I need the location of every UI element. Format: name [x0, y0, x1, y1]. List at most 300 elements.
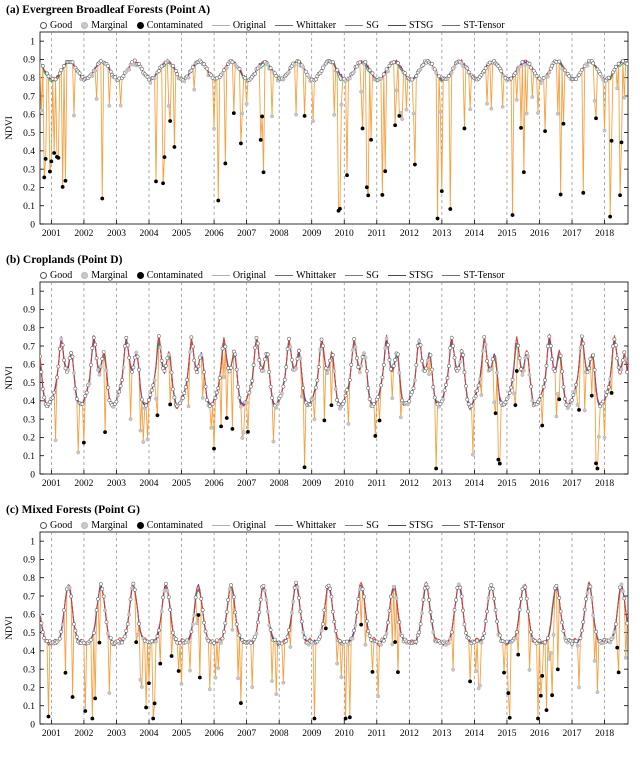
contaminated-point: [83, 709, 87, 713]
good-point: [269, 66, 272, 69]
good-point: [75, 635, 78, 638]
marginal-point: [487, 596, 490, 599]
good-point: [518, 608, 521, 611]
marginal-point: [140, 685, 143, 688]
marginal-point: [621, 589, 624, 592]
marginal-point: [405, 108, 408, 111]
marginal-point: [72, 114, 75, 117]
marginal-point: [521, 373, 524, 376]
contaminated-point: [147, 681, 151, 685]
good-point: [137, 622, 140, 625]
good-point: [126, 622, 129, 625]
good-point: [327, 584, 330, 587]
marginal-point: [251, 685, 254, 688]
good-point: [337, 403, 340, 406]
good-point: [368, 69, 371, 72]
legend-line-swatch: [388, 25, 406, 26]
good-point: [314, 78, 317, 81]
x-tick-label: 2006: [204, 229, 224, 239]
marginal-point: [395, 596, 398, 599]
marginal-point: [344, 79, 347, 82]
marginal-point: [219, 641, 222, 644]
good-point: [367, 630, 370, 633]
good-point: [575, 639, 578, 642]
marginal-point: [453, 65, 456, 68]
good-point: [41, 631, 44, 634]
good-point: [616, 357, 619, 360]
legend-item-good: [40, 270, 72, 281]
legend-item-marginal: [81, 270, 127, 281]
contaminated-point: [361, 127, 365, 131]
good-point: [224, 622, 227, 625]
good-point: [285, 365, 288, 368]
good-point: [426, 586, 429, 589]
good-point: [453, 608, 456, 611]
good-point: [336, 398, 339, 401]
marginal-point: [579, 346, 582, 349]
good-point: [412, 387, 415, 390]
y-tick-label: 0.8: [23, 324, 35, 335]
good-point: [191, 66, 194, 69]
good-point: [234, 611, 237, 614]
marginal-point: [311, 397, 314, 400]
marginal-point: [593, 659, 596, 662]
marginal-point: [531, 95, 534, 98]
marginal-point: [385, 632, 388, 635]
contaminated-point: [168, 119, 172, 123]
contaminated-point: [158, 662, 162, 666]
good-point: [430, 62, 433, 65]
marginal-point: [183, 80, 186, 83]
good-point: [222, 69, 225, 72]
good-point: [203, 621, 206, 624]
good-point: [572, 393, 575, 396]
good-point: [106, 386, 109, 389]
contaminated-point: [168, 403, 172, 407]
marginal-point: [270, 679, 273, 682]
good-point: [425, 583, 428, 586]
good-point: [190, 69, 193, 72]
marginal-point: [548, 71, 551, 74]
marginal-point: [241, 436, 244, 439]
contaminated-point: [468, 679, 472, 683]
x-tick-label: 2005: [172, 479, 192, 489]
marginal-point: [620, 583, 623, 586]
good-point: [320, 69, 323, 72]
x-tick-label: 2004: [139, 229, 159, 239]
contaminated-point: [522, 170, 526, 174]
marginal-point: [385, 337, 388, 340]
marginal-point: [399, 111, 402, 114]
good-point: [614, 65, 617, 68]
good-point: [89, 638, 92, 641]
good-point: [191, 345, 194, 348]
good-point: [197, 365, 200, 368]
good-point: [262, 584, 265, 587]
marginal-point: [135, 351, 138, 354]
good-point: [211, 402, 214, 405]
good-point: [607, 386, 610, 389]
good-point: [85, 391, 88, 394]
legend-label: SG: [366, 520, 379, 531]
marginal-point: [624, 656, 627, 659]
good-point: [214, 396, 217, 399]
contaminated-point: [506, 691, 510, 695]
x-tick-label: 2004: [139, 729, 159, 739]
good-point: [403, 71, 406, 74]
good-point: [102, 595, 105, 598]
x-tick-label: 2015: [497, 229, 517, 239]
good-point: [529, 631, 532, 634]
legend-line-swatch: [212, 525, 230, 526]
good-point: [463, 371, 466, 374]
y-axis-label: NDVI: [5, 366, 15, 390]
contaminated-point: [359, 623, 363, 627]
marginal-point: [166, 59, 169, 62]
good-point: [244, 77, 247, 80]
panel-b: [0, 250, 640, 500]
good-point: [224, 345, 227, 348]
good-point: [382, 73, 385, 76]
good-point: [194, 596, 197, 599]
contaminated-point: [543, 129, 547, 133]
good-point: [231, 61, 234, 64]
marginal-point: [528, 373, 531, 376]
marginal-point: [129, 417, 132, 420]
marginal-point: [608, 641, 611, 644]
marginal-point: [420, 612, 423, 615]
marginal-point: [593, 99, 596, 102]
y-tick-label: 0.2: [23, 433, 35, 444]
contaminated-point: [156, 413, 160, 417]
good-point: [548, 335, 551, 338]
legend-label: ST-Tensor: [463, 270, 505, 281]
marginal-point: [61, 623, 64, 626]
marginal-point: [391, 643, 394, 646]
good-point: [355, 65, 358, 68]
marginal-point: [127, 613, 130, 616]
contaminated-point: [436, 217, 440, 221]
x-tick-label: 2001: [41, 729, 61, 739]
good-point: [99, 583, 102, 586]
legend-item-original: [212, 520, 266, 531]
marginal-point: [146, 438, 149, 441]
good-point: [229, 584, 232, 587]
legend-item-whittaker: [275, 20, 336, 31]
good-point: [330, 595, 333, 598]
good-point: [529, 66, 532, 69]
good-point: [539, 394, 542, 397]
good-point: [133, 59, 136, 62]
good-point: [580, 335, 583, 338]
good-point: [396, 61, 399, 64]
marginal-point: [60, 337, 63, 340]
good-point: [481, 636, 484, 639]
legend-item-good: [40, 20, 72, 31]
good-point: [252, 363, 255, 366]
good-point: [258, 358, 261, 361]
good-point: [157, 334, 160, 337]
marginal-point: [167, 104, 170, 107]
contaminated-point: [161, 181, 165, 185]
good-point: [433, 396, 436, 399]
marginal-point: [301, 631, 304, 634]
marginal-point: [555, 415, 558, 418]
legend-item-sg: [345, 20, 379, 31]
marginal-point: [289, 645, 292, 648]
good-point: [125, 629, 128, 632]
good-point: [583, 608, 586, 611]
good-point: [560, 621, 563, 624]
marginal-point: [352, 70, 355, 73]
contaminated-point: [618, 193, 622, 197]
good-point: [415, 74, 418, 77]
good-point: [368, 397, 371, 400]
good-point: [273, 638, 276, 641]
good-point: [297, 349, 300, 352]
good-point: [371, 72, 374, 75]
x-tick-label: 2005: [172, 229, 192, 239]
marginal-point: [188, 669, 191, 672]
x-tick-label: 2009: [302, 229, 322, 239]
good-point: [41, 64, 44, 67]
good-point: [282, 385, 285, 388]
y-tick-label: 0.4: [23, 397, 35, 408]
legend-line-swatch: [442, 525, 460, 526]
good-marker-icon: [40, 272, 47, 279]
good-point: [529, 385, 532, 388]
marginal-point: [103, 609, 106, 612]
contaminated-point: [440, 189, 444, 193]
y-tick-label: 0.9: [23, 555, 35, 566]
x-tick-label: 2002: [74, 479, 94, 489]
good-point: [54, 78, 57, 81]
marginal-point: [379, 77, 382, 80]
contaminated-point: [52, 151, 56, 155]
good-point: [563, 69, 566, 72]
marginal-point: [222, 375, 225, 378]
contaminated-point: [154, 180, 158, 184]
good-point: [249, 385, 252, 388]
good-point: [525, 351, 528, 354]
marginal-point: [318, 348, 321, 351]
good-point: [328, 359, 331, 362]
x-tick-label: 2012: [399, 479, 419, 489]
marginal-point: [299, 357, 302, 360]
legend-label: Marginal: [91, 20, 128, 31]
panel-c-svg: [0, 518, 640, 750]
contaminated-point: [539, 694, 543, 698]
good-point: [484, 67, 487, 70]
legend-line-swatch: [212, 275, 230, 276]
good-point: [222, 630, 225, 633]
x-tick-label: 2007: [237, 479, 257, 489]
marginal-point: [292, 600, 295, 603]
good-point: [604, 394, 607, 397]
good-point: [269, 385, 272, 388]
good-point: [365, 620, 368, 623]
contaminated-point: [369, 138, 373, 142]
marginal-point: [340, 676, 343, 679]
contaminated-point: [216, 199, 220, 203]
marginal-point: [293, 63, 296, 66]
good-point: [156, 635, 159, 638]
contaminated-point: [448, 207, 452, 211]
good-point: [582, 620, 585, 623]
marginal-point: [484, 343, 487, 346]
good-point: [145, 404, 148, 407]
marginal-point: [395, 89, 398, 92]
legend-item-st-tensor: [442, 520, 504, 531]
panel-c-title: (c) Mixed Forests (Point G): [6, 504, 140, 516]
marginal-point: [379, 643, 382, 646]
good-point: [352, 629, 355, 632]
marginal-point: [327, 368, 330, 371]
good-point: [163, 369, 166, 372]
y-axis-label: NDVI: [5, 616, 15, 640]
good-point: [204, 385, 207, 388]
marginal-point: [127, 68, 130, 71]
marginal-point: [258, 65, 261, 68]
good-point: [149, 393, 152, 396]
marginal-point: [191, 623, 194, 626]
good-point: [115, 400, 118, 403]
good-point: [348, 378, 351, 381]
marginal-point: [485, 102, 488, 105]
marginal-point: [282, 681, 285, 684]
good-point: [123, 635, 126, 638]
marginal-point: [556, 392, 559, 395]
panel-a-plot: [0, 18, 640, 250]
good-point: [160, 65, 163, 68]
good-point: [323, 609, 326, 612]
x-tick-label: 2018: [595, 229, 615, 239]
marginal-point: [451, 668, 454, 671]
contaminated-point: [313, 717, 317, 721]
good-point: [562, 629, 565, 632]
legend-line-swatch: [275, 525, 293, 526]
marginal-point: [98, 373, 101, 376]
marginal-point: [228, 587, 231, 590]
marginal-point: [478, 684, 481, 687]
good-point: [164, 364, 167, 367]
good-point: [396, 353, 399, 356]
contaminated-point: [615, 646, 619, 650]
marginal-point: [471, 453, 474, 456]
good-point: [58, 72, 61, 75]
good-point: [190, 336, 193, 339]
good-point: [106, 64, 109, 67]
marginal-point: [255, 632, 258, 635]
marginal-point: [347, 643, 350, 646]
contaminated-marker-icon: [137, 522, 144, 529]
contaminated-point: [610, 139, 614, 143]
marginal-point: [193, 614, 196, 617]
good-point: [297, 60, 300, 63]
marginal-point: [480, 393, 483, 396]
good-point: [344, 394, 347, 397]
good-point: [71, 61, 74, 64]
good-point: [384, 635, 387, 638]
good-point: [343, 400, 346, 403]
good-point: [205, 398, 208, 401]
legend-item-sg: [345, 270, 379, 281]
x-tick-label: 2010: [334, 229, 354, 239]
marginal-point: [187, 76, 190, 79]
good-marker-icon: [40, 522, 47, 529]
contaminated-point: [338, 207, 342, 211]
contaminated-point: [239, 142, 243, 146]
good-point: [490, 584, 493, 587]
good-point: [452, 344, 455, 347]
y-tick-label: 0: [30, 220, 35, 231]
good-point: [275, 74, 278, 77]
good-point: [321, 344, 324, 347]
good-point: [368, 634, 371, 637]
good-point: [345, 388, 348, 391]
y-tick-label: 0.2: [23, 683, 35, 694]
good-point: [466, 398, 469, 401]
marginal-point: [245, 401, 248, 404]
panel-a-legend: [40, 20, 505, 31]
good-point: [586, 371, 589, 374]
good-point: [253, 72, 256, 75]
good-point: [422, 63, 425, 66]
good-point: [181, 396, 184, 399]
good-point: [300, 620, 303, 623]
good-point: [205, 67, 208, 70]
contaminated-point: [246, 430, 250, 434]
contaminated-point: [198, 676, 202, 680]
marginal-point: [265, 598, 268, 601]
legend-item-original: [212, 20, 266, 31]
panel-b-title: (b) Croplands (Point D): [6, 254, 123, 266]
good-point: [457, 367, 460, 370]
good-point: [515, 630, 518, 633]
marginal-point: [354, 345, 357, 348]
contaminated-point: [348, 715, 352, 719]
panel-c: [0, 500, 640, 750]
marginal-point: [122, 366, 125, 369]
good-point: [377, 395, 380, 398]
y-tick-label: 0.5: [23, 128, 35, 139]
good-point: [464, 385, 467, 388]
y-tick-label: 0.2: [23, 183, 35, 194]
contaminated-point: [396, 670, 400, 674]
good-point: [617, 62, 620, 65]
marginal-point: [362, 352, 365, 355]
x-tick-label: 2017: [562, 479, 582, 489]
good-point: [62, 359, 65, 362]
good-point: [208, 405, 211, 408]
marginal-point: [119, 104, 122, 107]
good-point: [256, 621, 259, 624]
marginal-point: [241, 112, 244, 115]
good-point: [587, 367, 590, 370]
contaminated-point: [515, 369, 519, 373]
marginal-point: [231, 628, 234, 631]
x-tick-label: 2012: [399, 729, 419, 739]
good-point: [352, 337, 355, 340]
marginal-point: [180, 682, 183, 685]
good-point: [483, 335, 486, 338]
y-tick-label: 0.7: [23, 92, 35, 103]
good-point: [427, 598, 430, 601]
good-point: [258, 611, 261, 614]
legend-item-contaminated: [137, 20, 203, 31]
legend-line-swatch: [442, 25, 460, 26]
contaminated-point: [365, 185, 369, 189]
